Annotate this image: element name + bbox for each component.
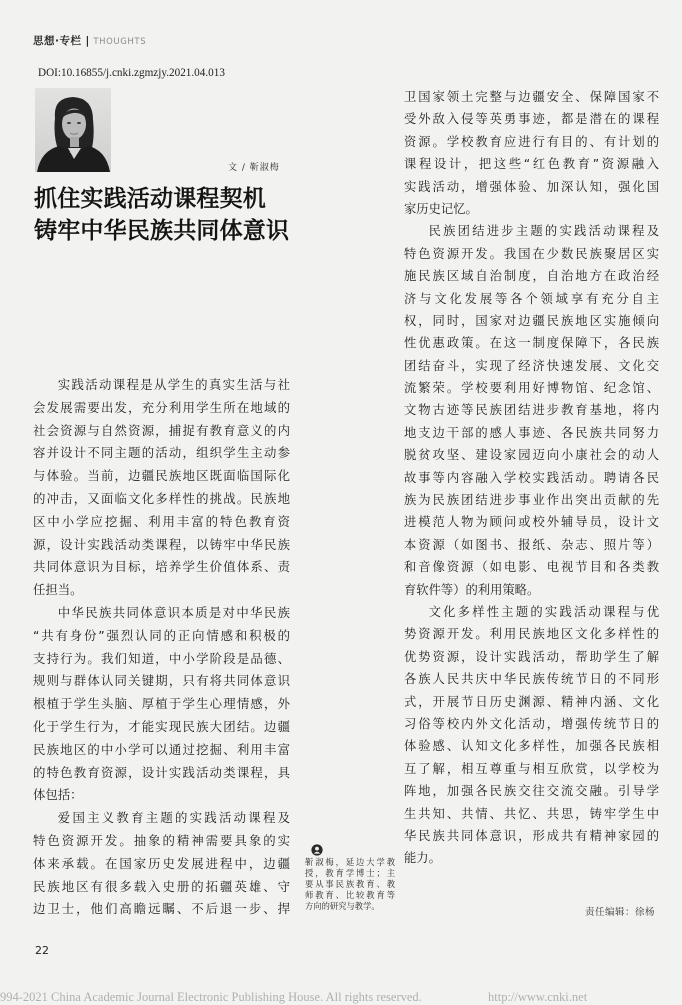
page-number: 22 bbox=[35, 944, 49, 957]
text-line: 权，同时，国家对边疆民族地区实施倾向 bbox=[404, 313, 659, 328]
text-line: 互了解，相互尊重与相互欣赏，以学校为 bbox=[404, 761, 659, 776]
text-line: 体来承载。在国家历史发展进程中，边疆 bbox=[33, 855, 290, 871]
text-line: 中华民族共同体意识本质是对中华民族 bbox=[57, 604, 290, 620]
text-line: 社会资源与自然资源，捕捉有教育意义的内 bbox=[33, 422, 290, 438]
text-line: 华民族共同体意识，形成共有精神家园的 bbox=[404, 828, 659, 843]
author-photo bbox=[35, 88, 111, 172]
text-line: 施民族区域自治制度，自治地方在政治经 bbox=[404, 269, 659, 284]
text-line: 共同体意识为目标，培养学生价值体系、责 bbox=[33, 559, 290, 575]
text-line: 要从事民族教育、教 bbox=[305, 879, 395, 889]
text-line: 靳淑梅，延边大学教 bbox=[305, 857, 395, 867]
text-line: 民族团结进步主题的实践活动课程及 bbox=[428, 224, 659, 239]
footer-url: http://www.cnki.net bbox=[488, 990, 588, 1004]
text-line: 的冲击，又面临文化多样性的挑战。民族地 bbox=[33, 490, 290, 506]
paragraph bbox=[33, 374, 290, 602]
section-name: 思想·专栏 bbox=[33, 35, 82, 47]
text-line: 受外敌入侵等英勇事迹，都是潜在的课程 bbox=[404, 112, 659, 127]
doi: DOI:10.16855/j.cnki.zgmzjy.2021.04.013 bbox=[38, 67, 225, 79]
text-line: 文物古迹等民族团结进步教育基地，将内 bbox=[404, 403, 659, 418]
text-line: 族为民族团结进步事业作出突出贡献的先 bbox=[404, 493, 659, 508]
section-name-en: THOUGHTS bbox=[93, 37, 147, 47]
text-line: 实践活动课程是从学生的真实生活与社 bbox=[57, 377, 290, 392]
text-line: 支持行为。我们知道，中小学阶段是品德、 bbox=[33, 650, 290, 666]
footer bbox=[0, 990, 682, 1005]
text-line: 与体验。当前，边疆民族地区既面临国际化 bbox=[33, 468, 290, 484]
text-line: 规则与群体认同关键期，只有将共同体意识 bbox=[33, 673, 290, 689]
text-line: 源，设计实践活动类课程，以铸牢中华民族 bbox=[33, 536, 290, 552]
text-line: 师教育、比较教育等 bbox=[305, 890, 395, 900]
paragraph bbox=[33, 602, 290, 807]
text-line: 家历史记忆。 bbox=[404, 201, 478, 216]
text-line: 地支边干部的感人事迹、各民族共同努力 bbox=[404, 425, 659, 440]
text-line: 式，开展节日历史渊源、精神内涵、文化 bbox=[404, 694, 659, 709]
text-line: 区中小学应挖掘、利用丰富的特色教育资 bbox=[33, 513, 290, 529]
text-line: 育软件等）的利用策略。 bbox=[404, 582, 540, 597]
text-line: 化于学生行为，才能实现民族大团结。边疆 bbox=[33, 718, 290, 734]
text-line: 的特色教育资源，设计实践活动类课程，具 bbox=[33, 764, 290, 780]
paragraph bbox=[33, 807, 290, 921]
byline: 文 / 靳淑梅 bbox=[228, 163, 280, 173]
article-title bbox=[34, 183, 289, 247]
text-line: 故事等内容融入学校实践活动。聘请各民 bbox=[404, 470, 659, 485]
text-line: 民族地区的中小学可以通过挖掘、利用丰富 bbox=[33, 741, 290, 757]
text-line: 习俗等校内外文化活动，增强传统节日的 bbox=[404, 716, 659, 731]
author-icon bbox=[311, 844, 323, 856]
text-line: 边卫士，他们高瞻远瞩、不后退一步、捍 bbox=[33, 901, 290, 917]
paragraph bbox=[404, 220, 659, 601]
section-separator: | bbox=[85, 35, 90, 47]
paragraph bbox=[404, 601, 659, 870]
text-line: 和音像资源（如电影、电视节目和各类教 bbox=[404, 560, 659, 575]
text-line: 民族地区有很多载入史册的拓疆英雄、守 bbox=[33, 878, 290, 894]
text-line: 势资源开发。利用民族地区文化多样性的 bbox=[404, 627, 659, 642]
text-line: 课程设计，把这些“红色教育”资源融入 bbox=[404, 157, 659, 172]
left-column bbox=[33, 374, 290, 921]
author-note bbox=[305, 857, 395, 912]
text-line: 方向的研究与教学。 bbox=[305, 901, 380, 911]
text-line: 资源。学校教育应进行有目的、有计划的 bbox=[404, 134, 659, 149]
text-line: 阵地，加强各民族交往交流交融。引导学 bbox=[404, 784, 659, 799]
text-line: 生共知、共情、共忆、共思，铸牢学生中 bbox=[404, 806, 659, 821]
text-line: 脱贫攻坚、建设家园迈向小康社会的动人 bbox=[404, 448, 659, 463]
text-line: 流繁荣。学校要利用好博物馆、纪念馆、 bbox=[404, 381, 659, 396]
text-line: “共有身份”强烈认同的正向情感和积极的 bbox=[33, 627, 290, 643]
text-line: 体包括： bbox=[33, 787, 83, 803]
text-line: 任担当。 bbox=[33, 582, 83, 598]
text-line: 团结奋斗，实现了经济快速发展、文化交 bbox=[404, 358, 659, 373]
text-line: 济与文化发展等各个领域享有充分自主 bbox=[404, 291, 659, 306]
text-line: 容并设计不同主题的活动，组织学生主动参 bbox=[33, 445, 290, 461]
text-line: 爱国主义教育主题的实践活动课程及 bbox=[57, 810, 290, 826]
section-header bbox=[33, 34, 146, 49]
paragraph-continued bbox=[404, 86, 659, 220]
text-line: 卫国家领土完整与边疆安全、保障国家不 bbox=[404, 90, 659, 104]
text-line: 各族人民共庆中华民族传统节日的不同形 bbox=[404, 672, 659, 687]
title-line: 铸牢中华民族共同体意识 bbox=[34, 217, 290, 244]
text-line: 特色资源开发。我国在少数民族聚居区实 bbox=[404, 246, 659, 261]
text-line: 能力。 bbox=[404, 851, 441, 866]
text-line: 特色资源开发。抽象的精神需要具象的实 bbox=[33, 832, 290, 848]
footer-copyright: 994-2021 China Academic Journal Electronic Publishing House. All rights reserved. bbox=[0, 990, 422, 1004]
text-line: 进模范人物为顾问或校外辅导员，设计文 bbox=[404, 515, 659, 530]
text-line: 文化多样性主题的实践活动课程与优 bbox=[428, 604, 659, 619]
text-line: 优势资源，设计实践活动，帮助学生了解 bbox=[404, 649, 659, 664]
text-line: 授，教育学博士；主 bbox=[305, 868, 395, 878]
text-line: 性优惠政策。在这一制度保障下，各民族 bbox=[404, 336, 659, 351]
text-line: 体验感、认知文化多样性，加强各民族相 bbox=[404, 739, 659, 754]
text-line: 会发展需要出发，充分利用学生所在地域的 bbox=[33, 399, 290, 415]
text-line: 实践活动，增强体验、加深认知，强化国 bbox=[404, 179, 659, 194]
title-line: 抓住实践活动课程契机 bbox=[34, 185, 266, 212]
responsible-editor: 责任编辑：徐杨 bbox=[585, 907, 656, 918]
text-line: 本资源（如图书、报纸、杂志、照片等） bbox=[404, 537, 659, 552]
right-column bbox=[404, 86, 659, 870]
text-line: 根植于学生头脑、厚植于学生心理情感，外 bbox=[33, 696, 290, 712]
